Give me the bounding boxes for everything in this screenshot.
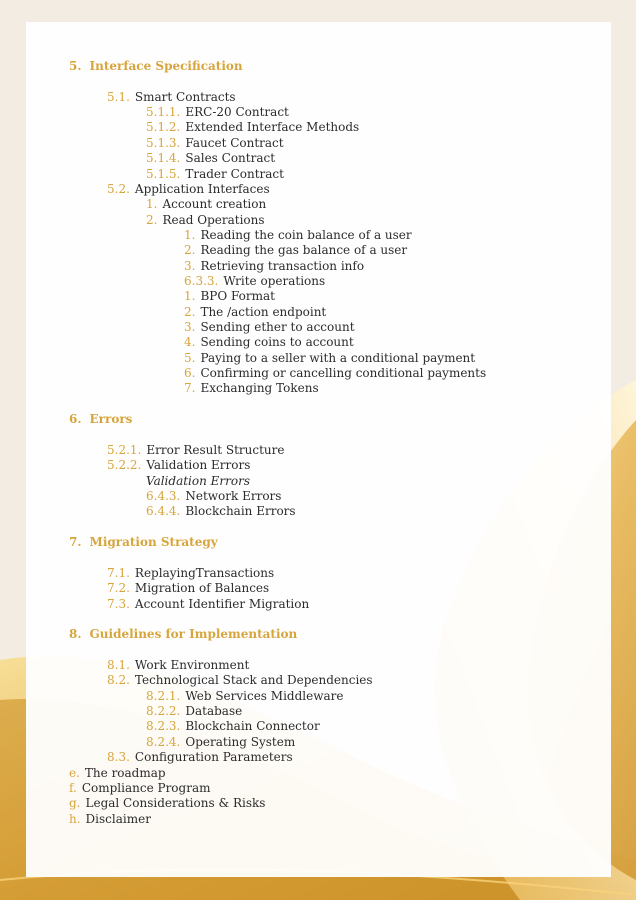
toc-entry[interactable] — [146, 151, 275, 166]
toc-entry[interactable] — [69, 766, 166, 781]
document-page — [26, 22, 611, 877]
toc-entry-number: 5.2.1. — [107, 442, 142, 457]
toc-entry-title: Retrieving transaction info — [200, 258, 365, 273]
toc-entry-title: Extended Interface Methods — [185, 120, 360, 135]
toc-section-heading[interactable] — [69, 412, 132, 427]
toc-entry[interactable] — [184, 259, 364, 274]
toc-entry-title: Trader Contract — [185, 166, 284, 181]
toc-entry-number: 2. — [184, 243, 196, 258]
toc-entry-number: 5.1.5. — [146, 166, 181, 181]
toc-entry-title: Validation Errors — [146, 473, 251, 488]
toc-entry-title: Read Operations — [162, 212, 265, 227]
toc-entry[interactable] — [107, 443, 284, 458]
toc-entry-number: 5.1.2. — [146, 120, 181, 135]
toc-entry-title: Sending ether to account — [200, 320, 355, 334]
toc-entry[interactable] — [146, 167, 284, 182]
toc-entry-title: Legal Considerations & Risks — [85, 796, 266, 811]
toc-entry[interactable] — [107, 658, 249, 673]
toc-entry-number: 3. — [184, 320, 196, 334]
toc-entry-number: 1. — [184, 289, 196, 304]
toc-entry-number: 1. — [146, 197, 158, 212]
toc-entry-title: Faucet Contract — [185, 135, 284, 150]
toc-entry[interactable] — [146, 120, 359, 135]
toc-entry-number: g. — [69, 796, 81, 811]
toc-entry-title: Blockchain Connector — [185, 719, 320, 734]
toc-entry[interactable] — [107, 750, 293, 765]
toc-entry-number: f. — [69, 780, 77, 795]
toc-entry-number: 2. — [146, 212, 158, 227]
toc-entry[interactable] — [146, 504, 296, 519]
toc-entry-number: 7.3. — [107, 596, 130, 611]
toc-entry-number: 5.1.1. — [146, 105, 181, 120]
toc-entry-number: 7. — [69, 535, 82, 550]
toc-entry-number: 6.4.3. — [146, 489, 181, 503]
toc-entry[interactable] — [184, 228, 412, 243]
toc-entry-number: 7.2. — [107, 581, 130, 596]
toc-entry-number: 6. — [69, 412, 82, 427]
toc-entry[interactable] — [146, 197, 266, 212]
toc-entry-title: Sending coins to account — [200, 335, 354, 350]
toc-entry-number: 6.4.4. — [146, 504, 181, 519]
toc-entry-title: Technological Stack and Dependencies — [134, 673, 373, 688]
toc-entry-number: e. — [69, 765, 80, 780]
toc-entry[interactable] — [69, 796, 265, 811]
toc-entry-number: 7. — [184, 381, 196, 396]
toc-entry[interactable] — [107, 581, 269, 596]
toc-entry-number: 6. — [184, 366, 196, 381]
toc-entry-number: 5.1. — [107, 89, 130, 104]
toc-entry[interactable] — [107, 566, 274, 581]
toc-entry-title: ERC-20 Contract — [185, 105, 289, 120]
toc-entry-number: 5.1.3. — [146, 135, 181, 150]
toc-entry[interactable] — [184, 366, 486, 381]
toc-entry[interactable] — [146, 489, 281, 504]
toc-entry-number: 5.2.2. — [107, 458, 142, 473]
toc-entry[interactable] — [184, 243, 407, 258]
toc-entry[interactable] — [146, 735, 295, 750]
toc-entry-title: The /action endpoint — [200, 304, 327, 319]
toc-entry[interactable] — [146, 719, 320, 734]
toc-entry-title: Smart Contracts — [134, 89, 236, 104]
toc-entry[interactable] — [184, 289, 275, 304]
toc-entry-title: Operating System — [185, 734, 296, 749]
toc-entry[interactable] — [184, 381, 319, 396]
toc-entry-number: 8.2.2. — [146, 704, 181, 719]
toc-entry-title: Exchanging Tokens — [200, 381, 319, 396]
toc-entry-title: Database — [185, 704, 243, 719]
toc-entry-title: Paying to a seller with a conditional payment — [200, 350, 476, 365]
toc-entry-title: Compliance Program — [81, 780, 211, 795]
toc-entry-title: Migration of Balances — [134, 581, 270, 596]
toc-entry-number: 4. — [184, 335, 196, 350]
toc-section-heading[interactable] — [69, 535, 218, 550]
toc-entry-title: Validation Errors — [146, 458, 251, 473]
toc-entry-number: 8.2.3. — [146, 719, 181, 734]
toc-entry[interactable] — [146, 689, 343, 704]
toc-entry-title: Account creation — [162, 197, 267, 212]
toc-entry-title: Errors — [89, 412, 133, 427]
toc-entry-number: 3. — [184, 258, 196, 273]
toc-entry[interactable] — [146, 105, 289, 120]
toc-entry-title: BPO Format — [200, 289, 275, 304]
toc-entry[interactable] — [146, 213, 265, 228]
toc-entry-title: Application Interfaces — [134, 181, 270, 196]
toc-entry-number: 5. — [69, 59, 82, 73]
toc-entry-title: Guidelines for Implementation — [89, 627, 298, 642]
toc-entry[interactable] — [184, 305, 326, 320]
toc-entry[interactable] — [184, 351, 475, 366]
toc-entry-title: Sales Contract — [185, 151, 276, 166]
toc-entry[interactable] — [184, 274, 325, 289]
toc-entry-title: ReplayingTransactions — [134, 565, 275, 580]
toc-entry[interactable] — [107, 597, 309, 612]
toc-entry[interactable] — [107, 458, 250, 473]
toc-entry[interactable] — [107, 182, 270, 197]
toc-entry-number: 5. — [184, 350, 196, 365]
toc-entry-number: 5.1.4. — [146, 151, 181, 166]
toc-entry-title: Confirming or cancelling conditional payments — [200, 366, 487, 381]
toc-section-heading[interactable] — [69, 627, 297, 642]
toc-entry[interactable] — [107, 90, 236, 105]
toc-entry-number: 5.2. — [107, 181, 130, 196]
toc-entry-title: Write operations — [223, 273, 326, 288]
toc-entry[interactable] — [69, 812, 151, 827]
toc-entry-title: Interface Specification — [89, 59, 243, 73]
toc-entry-title: Blockchain Errors — [185, 504, 296, 519]
toc-entry-number: 8.2. — [107, 673, 130, 688]
toc-entry-number: 8.1. — [107, 658, 130, 672]
toc-entry-title: Work Environment — [134, 658, 250, 672]
toc-entry-title: Configuration Parameters — [134, 750, 293, 765]
toc-entry-number: 2. — [184, 304, 196, 319]
toc-entry-number: 8.3. — [107, 750, 130, 765]
toc-section-heading[interactable] — [69, 59, 243, 74]
toc-entry-title: Network Errors — [185, 489, 282, 503]
table-of-contents — [26, 22, 611, 877]
toc-entry-title: Disclaimer — [85, 811, 151, 826]
toc-entry-title: Web Services Middleware — [185, 688, 344, 703]
toc-entry-title: Error Result Structure — [146, 442, 285, 457]
toc-entry[interactable] — [184, 335, 354, 350]
toc-entry-title: Account Identifier Migration — [134, 596, 310, 611]
toc-entry-number: 6.3.3. — [184, 273, 219, 288]
toc-entry[interactable] — [184, 320, 355, 335]
toc-entry-number: 7.1. — [107, 565, 130, 580]
toc-entry[interactable] — [146, 474, 250, 489]
toc-entry-title: The roadmap — [84, 765, 166, 780]
toc-entry-number: h. — [69, 811, 81, 826]
toc-entry-title: Reading the gas balance of a user — [200, 243, 408, 258]
toc-entry[interactable] — [69, 781, 210, 796]
toc-entry[interactable] — [146, 136, 284, 151]
toc-entry-title: Migration Strategy — [89, 535, 218, 550]
toc-entry-title: Reading the coin balance of a user — [200, 227, 412, 242]
toc-entry[interactable] — [107, 673, 373, 688]
toc-entry-number: 1. — [184, 227, 196, 242]
toc-entry-number: 8. — [69, 627, 82, 642]
toc-entry-number: 8.2.4. — [146, 734, 181, 749]
toc-entry[interactable] — [146, 704, 242, 719]
toc-entry-number: 8.2.1. — [146, 688, 181, 703]
